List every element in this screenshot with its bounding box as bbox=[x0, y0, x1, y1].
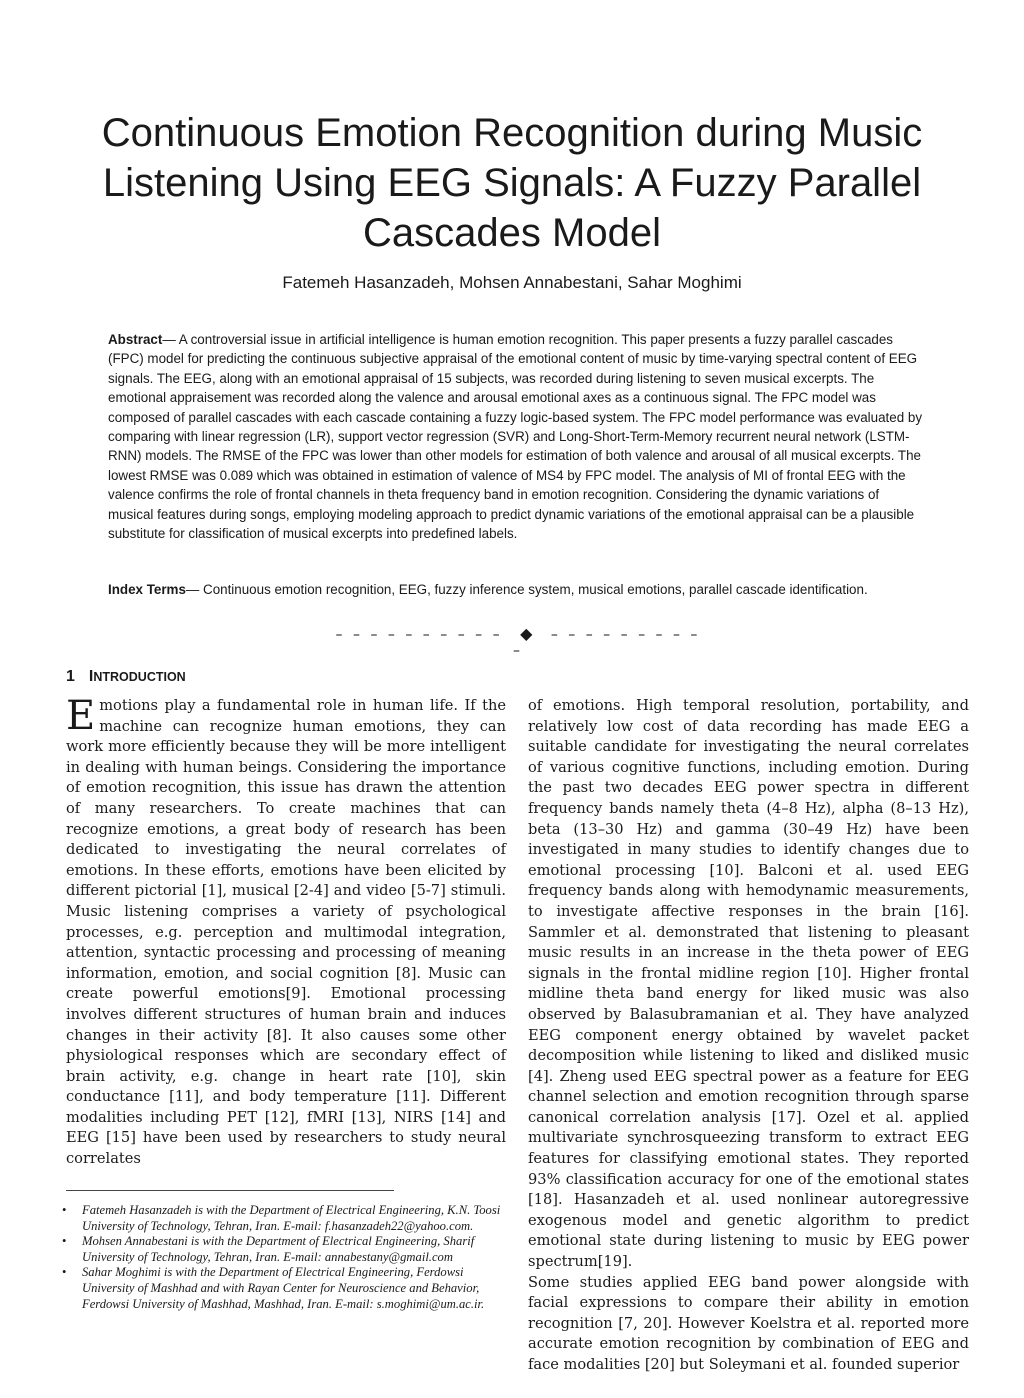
body-column-left bbox=[66, 693, 506, 1170]
section-number: 1 bbox=[66, 668, 75, 685]
author-list: Fatemeh Hasanzadeh, Mohsen Annabestani, Sahar Moghimi bbox=[282, 273, 742, 292]
abstract bbox=[108, 330, 928, 543]
intro-paragraph-continued: of emotions. High temporal resolution, portability, and relatively low cost of data recording has made EEG a suitable candidate for investigating the neural correlates of various cognitive functions, including emotion. During the past two decades EEG power spectra in different frequency bands namely theta (4–8 Hz), alpha (8–13 Hz), beta (13–30 Hz) and gamma (30–49 Hz) have been investigated in many studies to identify changes due to emotional processing [10]. Balconi et al. used EEG frequency bands along with hemodynamic measurements, to investigate affective responses in the brain [16]. Sammler et al. demonstrated that listening to pleasant music results in an increase in the theta power of EEG signals in the frontal midline region [10]. Higher frontal midline theta band energy for liked music was also observed by Balasubramanian et al. They have analyzed EEG component energy obtained by wavelet packet decomposition while listening to liked and disliked music [4]. Zheng used EEG spectral power as a feature for EEG channel selection and emotion recognition through sparse canonical correlation analysis [17]. Ozel et al. applied multivariate synchrosqueezing transform to extract EEG features for classifying emotional states. They reported 93% classification accuracy for one of the emotional states [18]. Hasanzadeh et al. used nonlinear autoregressive exogenous model and genetic algorithm to predict emotional state during listening to music by EEG power spectrum[19]. bbox=[528, 697, 969, 1271]
abstract-label: Abstract bbox=[108, 332, 163, 347]
bullet-icon: • bbox=[62, 1234, 67, 1249]
divider-dashes-right: – – – – – – – – – – bbox=[513, 627, 701, 659]
section-title-initial: I bbox=[88, 668, 94, 685]
footnote-item bbox=[62, 1234, 512, 1265]
index-terms-label: Index Terms bbox=[108, 582, 186, 597]
paper-title: Continuous Emotion Recognition during Music Listening Using EEG Signals: A Fuzzy Parallel Cascades Model bbox=[101, 111, 923, 255]
footnote-text: Fatemeh Hasanzadeh is with the Department of Electrical Engineering, K.N. Toosi University of Technology, Tehran, Iran. E-mail: f.hasanzadeh22@yahoo.com. bbox=[82, 1203, 501, 1233]
section-divider bbox=[328, 624, 708, 659]
footnote-item bbox=[62, 1265, 512, 1312]
footnote-text: Sahar Moghimi is with the Department of Electrical Engineering, Ferdowsi University of Mashhad and with Rayan Center for Neuroscience and Behavior, Ferdowsi University of Mashhad, Mashhad, Iran. E-mail: s.moghimi@um.ac.ir. bbox=[82, 1265, 485, 1311]
body-column-right bbox=[528, 696, 969, 1376]
bullet-icon: • bbox=[62, 1265, 67, 1280]
footnote-item bbox=[62, 1203, 512, 1234]
section-heading-introduction bbox=[66, 668, 186, 686]
section-title-rest: NTRODUCTION bbox=[93, 670, 186, 684]
abstract-text: — A controversial issue in artificial intelligence is human emotion recognition. This paper presents a fuzzy parallel cascades (FPC) model for predicting the continuous subjective appraisal of the emotional content of music by time-varying spectral content of EEG signals. The EEG, along with an emotional appraisal of 15 subjects, was recorded during listening to seven musical excerpts. The emotional appraisement was recorded along the valence and arousal emotional axes as a continuous signal. The FPC model was composed of parallel cascades with each cascade containing a fuzzy logic-based system. The FPC model performance was evaluated by comparing with linear regression (LR), support vector regression (SVR) and Long-Short-Term-Memory recurrent neural network (LSTM-RNN) models. The RMSE of the FPC was lower than other models for estimation of both valence and arousal of all musical excerpts. The lowest RMSE was 0.089 which was obtained in estimation of valence of MS4 by FPC model. The analysis of MI of frontal EEG with the valence confirms the role of frontal channels in theta frequency band in emotion recognition. Considering the dynamic variations of musical features during songs, employing modeling approach to predict dynamic variations of the emotional appraisal can be a plausible substitute for classification of musical excerpts into predefined labels. bbox=[108, 332, 923, 542]
divider-dashes-left: – – – – – – – – – – bbox=[335, 627, 503, 643]
intro-paragraph-2: Some studies applied EEG band power alongside with facial expressions to compare their ability in emotion recognition [7, 20]. However Koelstra et al. reported more accurate emotion recognition by combination of EEG and face modalities [20] but Soleymani et al. founded superior bbox=[528, 1273, 969, 1373]
footnote-text: Mohsen Annabestani is with the Department of Electrical Engineering, Sharif University of Technology, Tehran, Iran. E-mail: annabestany@gmail.com bbox=[82, 1234, 475, 1264]
intro-left-text: motions play a fundamental role in human life. If the machine can recognize human emotions, they can work more efficiently because they will be more intelligent in dealing with human beings. Considering the importance of emotion recognition, this issue has drawn the attention of many researchers. To create machines that can recognize emotions, a great body of research has been dedicated to investigating the neural correlates of emotions. In these efforts, emotions have been elicited by different pictorial [1], musical [2-4] and video [5-7] stimuli. Music listening comprises a variety of psychological processes, e.g. perception and multimodal integration, attention, syntactic processing and processing of meaning information, emotion, and social cognition [8]. Music can create powerful emotions[9]. Emotional processing involves different structures of human brain and induces changes in their activity [8]. It also causes some other physiological responses which are secondary effect of brain activity, e.g. change in heart rate [10], skin conductance [11], and body temperature [11]. Different modalities including PET [12], fMRI [13], NIRS [14] and EEG [15] have been used by researchers to study neural correlates bbox=[66, 697, 506, 1168]
diamond-icon: ◆ bbox=[520, 624, 534, 643]
bullet-icon: • bbox=[62, 1203, 67, 1217]
author-footnotes bbox=[62, 1203, 512, 1312]
footnote-rule bbox=[66, 1190, 394, 1191]
index-terms bbox=[108, 580, 928, 599]
drop-cap: E bbox=[66, 693, 96, 739]
intro-paragraph-1 bbox=[66, 693, 506, 1170]
index-terms-text: — Continuous emotion recognition, EEG, fuzzy inference system, musical emotions, parallel cascade identification. bbox=[185, 582, 868, 597]
